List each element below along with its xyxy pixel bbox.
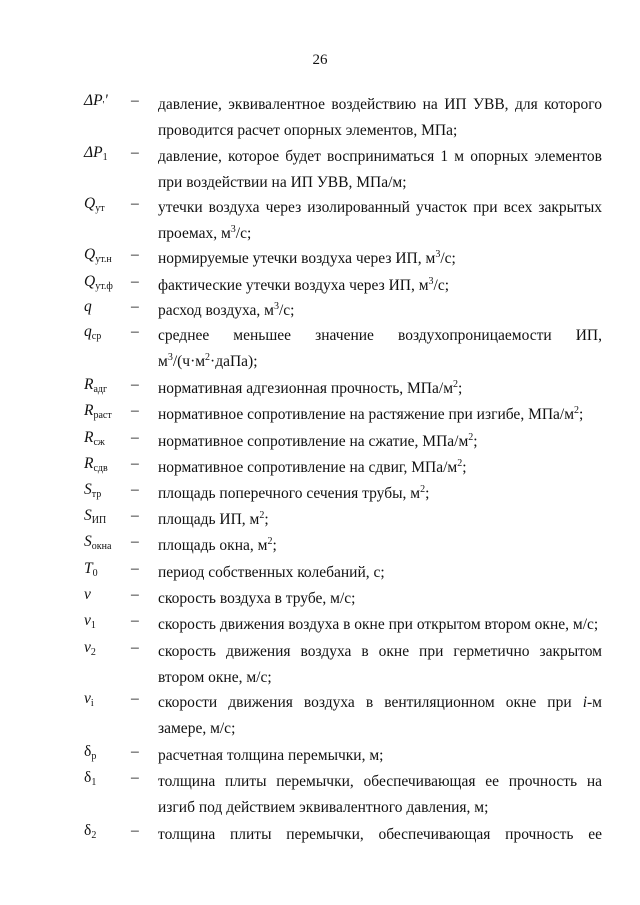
dash-separator: – — [131, 273, 139, 290]
dash-separator: – — [131, 507, 139, 524]
symbol: v — [84, 586, 91, 603]
symbol: $\delta_1$ — [84, 769, 97, 788]
dash-separator: – — [131, 144, 139, 161]
dash-separator: – — [131, 195, 139, 212]
symbol: $Q_{ут}$ — [84, 195, 105, 214]
symbol: $v_i$ — [84, 690, 94, 709]
symbol-description: скорость воздуха в трубе, м/с; — [158, 590, 356, 607]
symbol-description: нормативное сопротивление на сдвиг, МПа/$м^2$; — [158, 458, 467, 476]
dash-separator: – — [131, 455, 139, 472]
symbol-description: скорость движения воздуха в окне при герметично закрытом втором окне, м/с; — [158, 643, 602, 686]
symbol-description: площадь ИП, $м^2$; — [158, 510, 269, 528]
symbol: $Q_{ут.н}$ — [84, 246, 112, 265]
symbol-description: среднее меньшее значение воздухопроницаемости ИП, $м^3/(ч\cdot м^2\cdot даПа)$; — [158, 327, 602, 370]
dash-separator: – — [131, 246, 139, 263]
symbol-description: скорости движения воздуха в вентиляционном окне при i-м замере, м/с; — [158, 694, 602, 737]
dash-separator: – — [131, 298, 139, 315]
symbol-description: скорость движения воздуха в окне при открытом втором окне, м/с; — [158, 616, 599, 633]
dash-separator: – — [131, 743, 139, 760]
dash-separator: – — [131, 376, 139, 393]
symbol: $\Delta P''$ — [84, 92, 108, 111]
symbol: $T_0$ — [84, 560, 98, 579]
symbol: $\delta_р$ — [84, 743, 97, 762]
dash-separator: – — [131, 92, 139, 109]
symbol-description: нормативная адгезионная прочность, МПа/$м^2$; — [158, 379, 463, 397]
symbol-description: нормируемые утечки воздуха через ИП, $м^3/с$; — [158, 249, 456, 267]
symbol-description: период собственных колебаний, с; — [158, 564, 385, 581]
dash-separator: – — [131, 690, 139, 707]
symbol: $R_{сдв}$ — [84, 455, 108, 474]
symbol-description: расход воздуха, $м^3/с$; — [158, 301, 295, 319]
symbol: $Q_{ут.ф}$ — [84, 273, 113, 292]
dash-separator: – — [131, 560, 139, 577]
symbol: $R_{сж}$ — [84, 429, 105, 448]
symbol: q — [84, 298, 92, 315]
symbol-description: толщина плиты перемычки, обеспечивающая прочность ее — [158, 826, 602, 843]
symbol: $S_{окна}$ — [84, 533, 112, 552]
symbol: $q_{ср}$ — [84, 323, 102, 342]
symbol-description: нормативное сопротивление на сжатие, МПа/$м^2$; — [158, 432, 478, 450]
dash-separator: – — [131, 533, 139, 550]
symbol-description: толщина плиты перемычки, обеспечивающая ее прочность на изгиб под действием эквивалентного давления, м; — [158, 773, 602, 816]
dash-separator: – — [131, 822, 139, 839]
symbol-description: площадь поперечного сечения трубы, $м^2$; — [158, 484, 430, 502]
symbol: $\Delta P_1$ — [84, 144, 108, 163]
symbol-description: фактические утечки воздуха через ИП, $м^3/с$; — [158, 276, 450, 294]
dash-separator: – — [131, 402, 139, 419]
symbol: $S_{тр}$ — [84, 481, 102, 500]
symbol-description: давление, которое будет восприниматься 1 м опорных элементов при воздействии на ИП УВВ, МПа/м; — [158, 148, 602, 191]
dash-separator: – — [131, 769, 139, 786]
symbol: $\delta_2$ — [84, 822, 97, 841]
dash-separator: – — [131, 429, 139, 446]
symbol: $R_{адг}$ — [84, 376, 108, 395]
symbol: $S_{ИП}$ — [84, 507, 107, 526]
dash-separator: – — [131, 639, 139, 656]
dash-separator: – — [131, 481, 139, 498]
dash-separator: – — [131, 586, 139, 603]
dash-separator: – — [131, 612, 139, 629]
symbol-description: нормативное сопротивление на растяжение при изгибе, МПа/$м^2$; — [158, 405, 584, 423]
symbol-description: расчетная толщина перемычки, м; — [158, 747, 384, 764]
symbol: $v_2$ — [84, 639, 96, 658]
symbol-description: утечки воздуха через изолированный участок при всех закрытых проемах, $м^3/с$; — [158, 199, 602, 242]
symbol: $v_1$ — [84, 612, 96, 631]
symbol: $R_{раст}$ — [84, 402, 112, 421]
symbol-description: площадь окна, $м^2$; — [158, 536, 277, 554]
symbol-description: давление, эквивалентное воздействию на ИП УВВ, для которого проводится расчет опорных элементов, МПа; — [158, 96, 602, 139]
dash-separator: – — [131, 323, 139, 340]
page-number: 26 — [312, 52, 328, 68]
